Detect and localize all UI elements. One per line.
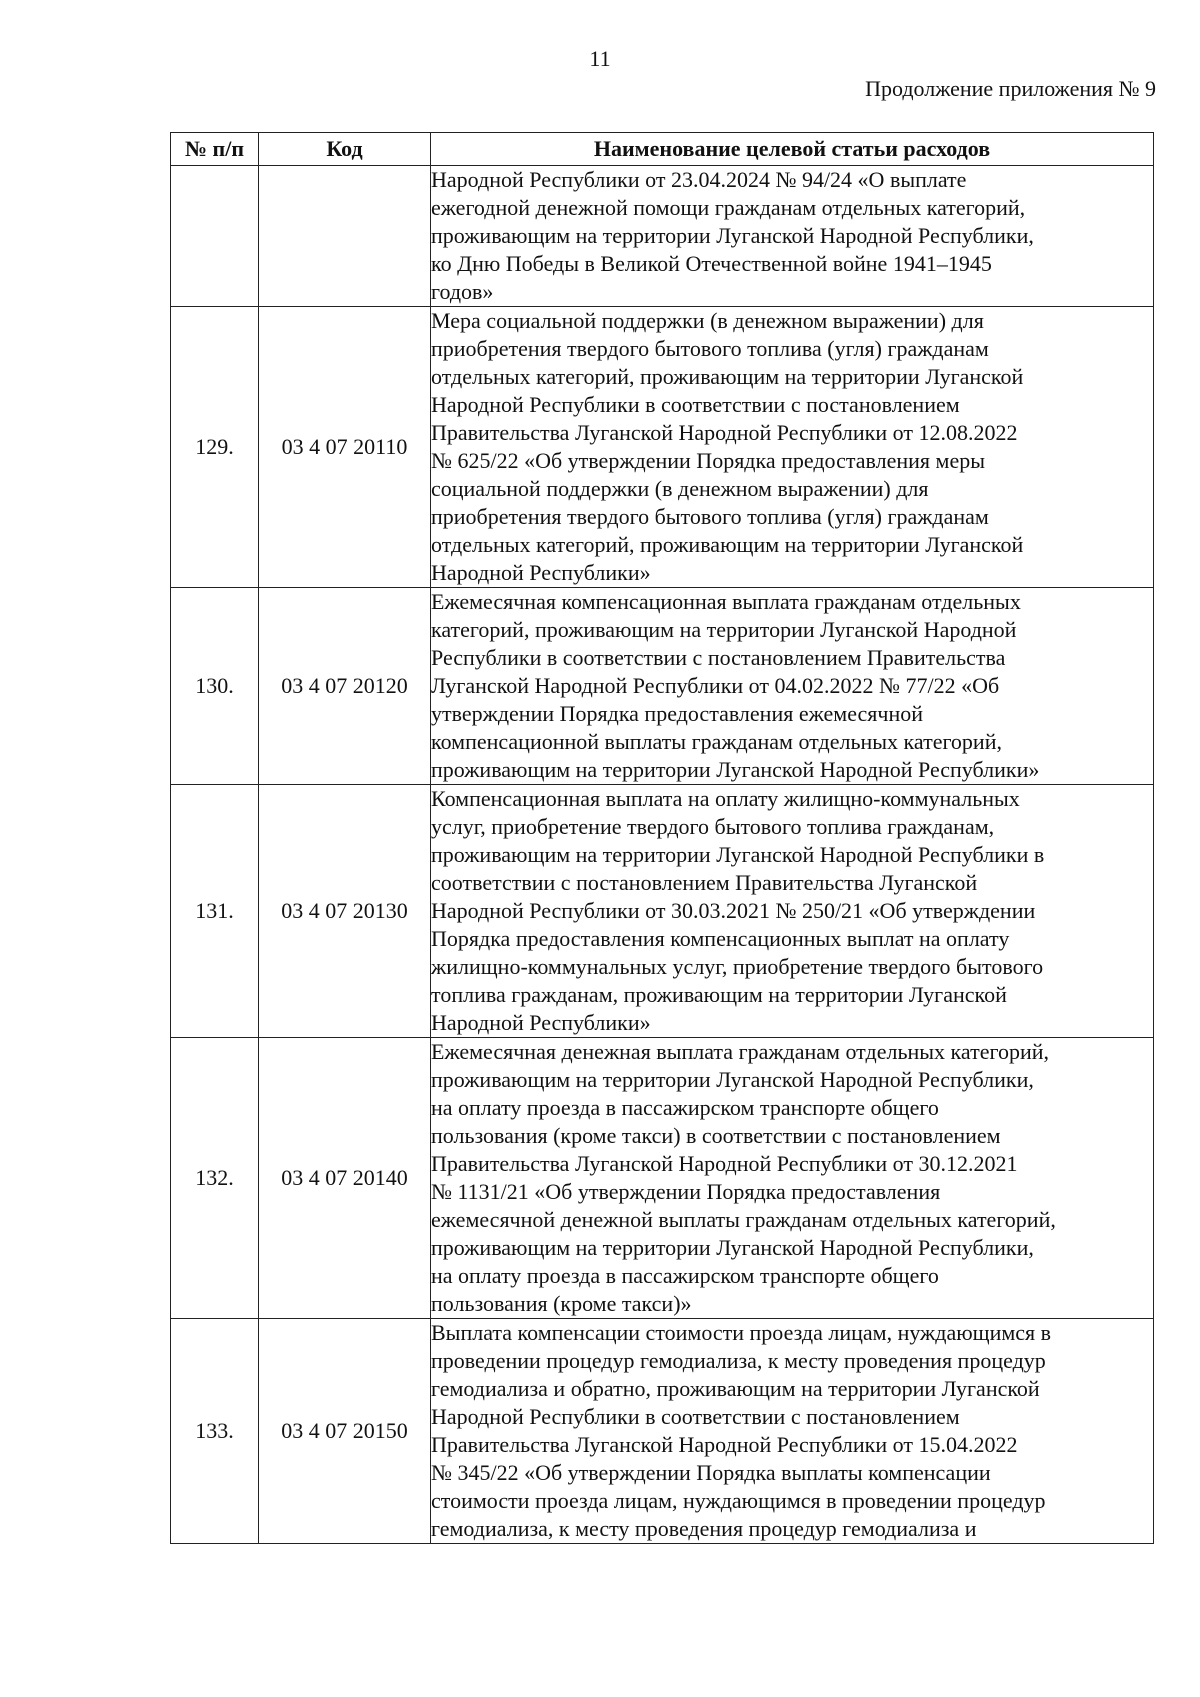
row-number: 130. — [171, 588, 259, 785]
row-description — [431, 588, 1154, 785]
description-line: отдельных категорий, проживающим на территории Луганской — [431, 364, 1024, 389]
row-code: 03 4 07 20120 — [259, 588, 431, 785]
header-number: № п/п — [171, 133, 259, 166]
table-row — [171, 1319, 1154, 1544]
description-line: гемодиализа и обратно, проживающим на территории Луганской — [431, 1376, 1040, 1401]
row-code: 03 4 07 20110 — [259, 307, 431, 588]
page-number: 11 — [589, 46, 611, 71]
table-row — [171, 588, 1154, 785]
description-line: № 345/22 «Об утверждении Порядка выплаты компенсации — [431, 1460, 991, 1485]
description-line: ежегодной денежной помощи гражданам отдельных категорий, — [431, 195, 1026, 220]
description-line: Народной Республики» — [431, 560, 651, 585]
row-number: 131. — [171, 785, 259, 1038]
row-description — [431, 166, 1154, 307]
description-line: Народной Республики в соответствии с постановлением — [431, 392, 960, 417]
description-line: социальной поддержки (в денежном выражении) для — [431, 476, 929, 501]
table-row — [171, 307, 1154, 588]
description-line: пользования (кроме такси)» — [431, 1291, 692, 1316]
description-line: Луганской Народной Республики от 04.02.2022 № 77/22 «Об — [431, 673, 1000, 698]
description-line: категорий, проживающим на территории Луганской Народной — [431, 617, 1017, 642]
row-number: 132. — [171, 1038, 259, 1319]
description-line: № 1131/21 «Об утверждении Порядка предоставления — [431, 1179, 941, 1204]
table-row — [171, 785, 1154, 1038]
description-line: отдельных категорий, проживающим на территории Луганской — [431, 532, 1024, 557]
description-line: Мера социальной поддержки (в денежном выражении) для — [431, 308, 984, 333]
row-description — [431, 1038, 1154, 1319]
row-number: 129. — [171, 307, 259, 588]
description-line: проживающим на территории Луганской Народной Республики, — [431, 223, 1034, 248]
description-line: Республики в соответствии с постановлением Правительства — [431, 645, 1006, 670]
description-line: услуг, приобретение твердого бытового топлива гражданам, — [431, 814, 995, 839]
row-code: 03 4 07 20140 — [259, 1038, 431, 1319]
table-header-row — [171, 133, 1154, 166]
table-row — [171, 166, 1154, 307]
header-item-name: Наименование целевой статьи расходов — [431, 133, 1154, 166]
description-line: ко Дню Победы в Великой Отечественной войне 1941–1945 — [431, 251, 992, 276]
description-line: Выплата компенсации стоимости проезда лицам, нуждающимся в — [431, 1320, 1052, 1345]
row-number: 133. — [171, 1319, 259, 1544]
row-number — [171, 166, 259, 307]
expense-items-table — [170, 132, 1154, 1544]
description-line: проживающим на территории Луганской Народной Республики» — [431, 757, 1040, 782]
description-line: проживающим на территории Луганской Народной Республики в — [431, 842, 1045, 867]
description-line: Правительства Луганской Народной Республики от 15.04.2022 — [431, 1432, 1018, 1457]
description-line: компенсационной выплаты гражданам отдельных категорий, — [431, 729, 1002, 754]
description-line: годов» — [431, 279, 494, 304]
description-line: гемодиализа, к месту проведения процедур гемодиализа и — [431, 1516, 977, 1541]
description-line: проживающим на территории Луганской Народной Республики, — [431, 1235, 1034, 1260]
description-line: стоимости проезда лицам, нуждающимся в проведении процедур — [431, 1488, 1046, 1513]
description-line: приобретения твердого бытового топлива (угля) гражданам — [431, 504, 989, 529]
description-line: Компенсационная выплата на оплату жилищно-коммунальных — [431, 786, 1020, 811]
description-line: ежемесячной денежной выплаты гражданам отдельных категорий, — [431, 1207, 1056, 1232]
description-line: соответствии с постановлением Правительства Луганской — [431, 870, 978, 895]
description-line: Ежемесячная денежная выплата гражданам отдельных категорий, — [431, 1039, 1049, 1064]
description-line: Народной Республики» — [431, 1010, 651, 1035]
description-line: топлива гражданам, проживающим на территории Луганской — [431, 982, 1007, 1007]
row-description — [431, 307, 1154, 588]
row-code: 03 4 07 20130 — [259, 785, 431, 1038]
description-line: на оплату проезда в пассажирском транспорте общего — [431, 1095, 939, 1120]
description-line: Правительства Луганской Народной Республики от 12.08.2022 — [431, 420, 1018, 445]
row-description — [431, 785, 1154, 1038]
description-line: приобретения твердого бытового топлива (угля) гражданам — [431, 336, 989, 361]
description-line: жилищно-коммунальных услуг, приобретение твердого бытового — [431, 954, 1044, 979]
header-code: Код — [259, 133, 431, 166]
description-line: утверждении Порядка предоставления ежемесячной — [431, 701, 924, 726]
description-line: Народной Республики в соответствии с постановлением — [431, 1404, 960, 1429]
table-row — [171, 1038, 1154, 1319]
row-code — [259, 166, 431, 307]
description-line: Порядка предоставления компенсационных выплат на оплату — [431, 926, 1010, 951]
description-line: проведении процедур гемодиализа, к месту проведения процедур — [431, 1348, 1046, 1373]
description-line: № 625/22 «Об утверждении Порядка предоставления меры — [431, 448, 985, 473]
table-body — [171, 166, 1154, 1544]
description-line: на оплату проезда в пассажирском транспорте общего — [431, 1263, 939, 1288]
description-line: пользования (кроме такси) в соответствии с постановлением — [431, 1123, 1001, 1148]
row-code: 03 4 07 20150 — [259, 1319, 431, 1544]
description-line: Народной Республики от 23.04.2024 № 94/24 «О выплате — [431, 167, 967, 192]
description-line: проживающим на территории Луганской Народной Республики, — [431, 1067, 1034, 1092]
description-line: Правительства Луганской Народной Республики от 30.12.2021 — [431, 1151, 1018, 1176]
description-line: Народной Республики от 30.03.2021 № 250/21 «Об утверждении — [431, 898, 1036, 923]
row-description — [431, 1319, 1154, 1544]
description-line: Ежемесячная компенсационная выплата гражданам отдельных — [431, 589, 1021, 614]
appendix-continuation-label: Продолжение приложения № 9 — [865, 76, 1156, 101]
